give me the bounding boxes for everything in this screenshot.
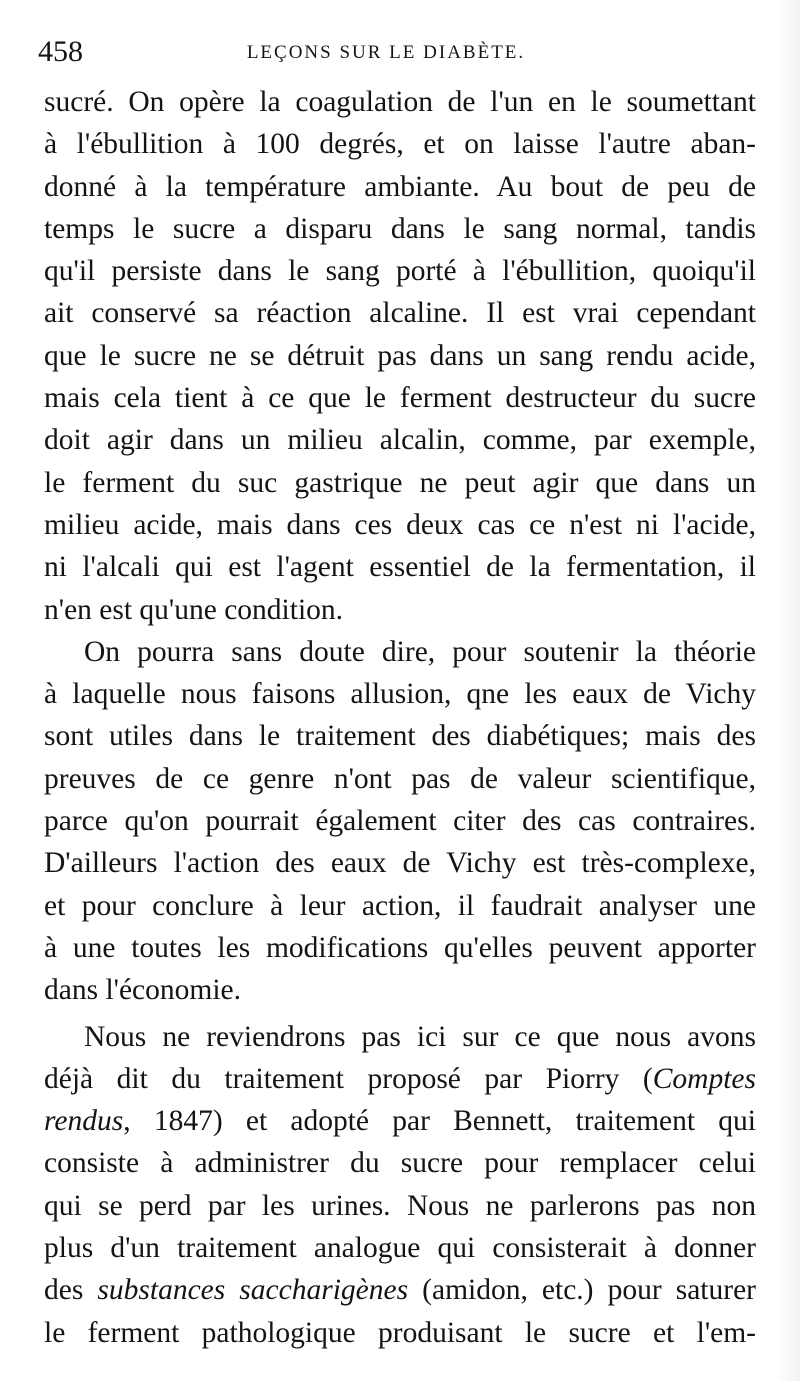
text-line: dans l'économie. (44, 974, 242, 1007)
text-line: preuves de ce genre n'ont pas de valeur scientifique, (44, 762, 756, 795)
text-line: rendus, 1847) et adopté par Bennett, traitement qui (44, 1105, 756, 1138)
text-line: ni l'alcali qui est l'agent essentiel de la fermentation, il (44, 551, 756, 584)
text-line: consiste à administrer du sucre pour remplacer celui (44, 1147, 756, 1180)
text-line: ait conservé sa réaction alcaline. Il est vrai cependant (44, 297, 756, 330)
text-line: n'en est qu'une condition. (44, 593, 344, 626)
page-number: 458 (38, 35, 83, 68)
text-line: que le sucre ne se détruit pas dans un sang rendu acide, (44, 339, 756, 372)
text-line: donné à la température ambiante. Au bout de peu de (44, 170, 756, 203)
text-line: qu'il persiste dans le sang porté à l'ébullition, quoiqu'il (44, 255, 756, 288)
page-header (30, 34, 742, 70)
text-line: le ferment pathologique produisant le sucre et l'em- (44, 1316, 756, 1349)
text-line: qui se perd par les urines. Nous ne parlerons pas non (44, 1189, 756, 1222)
text-line: On pourra sans doute dire, pour soutenir la théorie (84, 635, 756, 668)
text-line: doit agir dans un milieu alcalin, comme, par exemple, (44, 424, 756, 457)
italic-text: rendus (44, 1105, 124, 1138)
page-edge-shadow (776, 0, 800, 1381)
text-line: le ferment du suc gastrique ne peut agir que dans un (44, 466, 756, 499)
italic-text: Comptes (652, 1062, 756, 1095)
text-line: parce qu'on pourrait également citer des cas contraires. (44, 805, 756, 838)
text-line: déjà dit du traitement proposé par Piorry (Comptes (44, 1062, 756, 1095)
text-line: à laquelle nous faisons allusion, qne les eaux de Vichy (44, 678, 756, 711)
text-line: et pour conclure à leur action, il faudrait analyser une (44, 889, 756, 922)
text-line: sucré. On opère la coagulation de l'un en le soumettant (44, 86, 756, 118)
text-line: sont utiles dans le traitement des diabétiques; mais des (44, 720, 756, 753)
text-line: mais cela tient à ce que le ferment destructeur du sucre (44, 382, 756, 415)
text-line: Nous ne reviendrons pas ici sur ce que nous avons (84, 1020, 756, 1053)
text-line: des substances saccharigènes (amidon, etc.) pour saturer (44, 1274, 756, 1307)
text-line: à une toutes les modifications qu'elles peuvent apporter (44, 931, 756, 964)
text-line: milieu acide, mais dans ces deux cas ce n'est ni l'acide, (44, 508, 756, 541)
text-line: D'ailleurs l'action des eaux de Vichy est très-complexe, (44, 847, 756, 880)
text-line: temps le sucre a disparu dans le sang normal, tandis (44, 212, 756, 245)
body-text (44, 81, 756, 1354)
italic-text: substances saccharigènes (97, 1274, 409, 1307)
text-line: plus d'un traitement analogue qui consisterait à donner (44, 1232, 756, 1265)
running-title: LEÇONS SUR LE DIABÈTE. (246, 42, 526, 63)
text-line: à l'ébullition à 100 degrés, et on laisse l'autre aban- (44, 128, 756, 161)
